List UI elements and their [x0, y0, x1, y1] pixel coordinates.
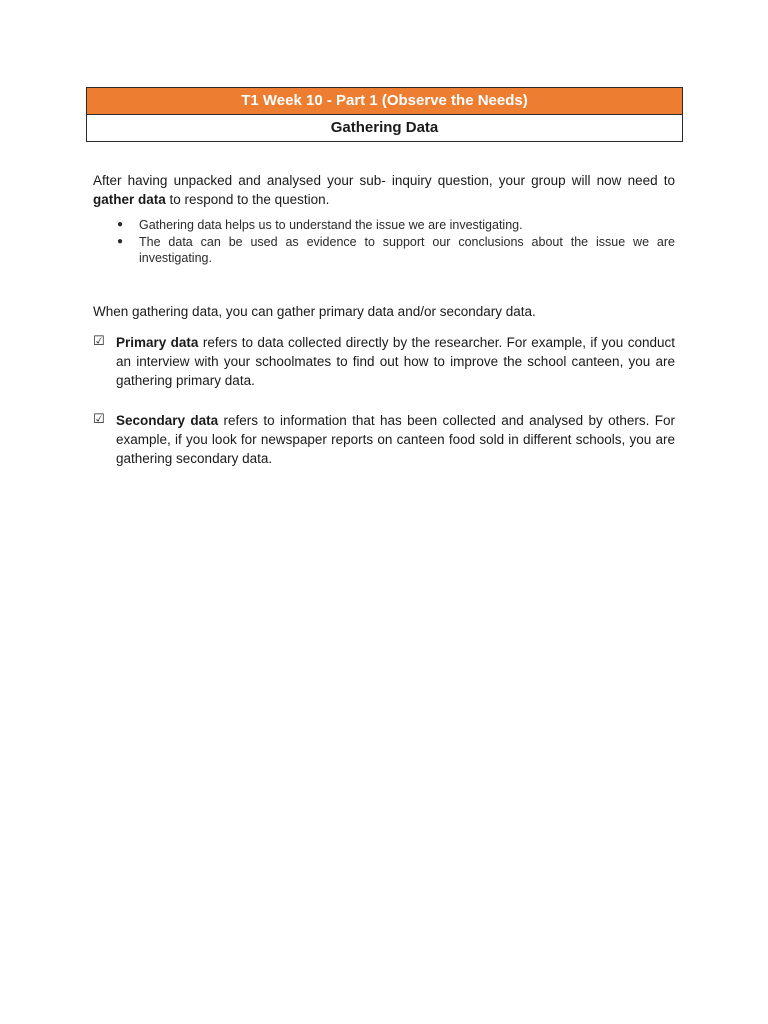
page-title: T1 Week 10 - Part 1 (Observe the Needs)	[87, 88, 682, 115]
bullet-text: The data can be used as evidence to support our conclusions about the issue we are investigating.	[139, 234, 675, 265]
checkbox-checked-icon: ☑	[93, 332, 105, 348]
document-body	[93, 171, 675, 468]
bullet-list	[93, 217, 675, 267]
secondary-data-text: refers to information that has been collected and analysed by others. For example, if you look for newspaper reports on canteen food sold in different schools, you are gathering secondary data.	[116, 412, 675, 466]
list-item	[117, 217, 675, 234]
bullet-text: Gathering data helps us to understand the issue we are investigating.	[139, 218, 523, 232]
header-table	[86, 87, 683, 142]
checkbox-checked-icon: ☑	[93, 410, 105, 426]
intro-text-start: After having unpacked and analysed your sub- inquiry question, your group will now need to	[93, 173, 675, 188]
intro-text-end: to respond to the question.	[165, 192, 330, 207]
bullet-dot-icon: ●	[117, 219, 124, 230]
intro-bold-term: gather data	[93, 192, 166, 207]
data-types-intro: When gathering data, you can gather primary data and/or secondary data.	[93, 303, 536, 319]
bullet-dot-icon: ●	[117, 235, 124, 247]
section-title: Gathering Data	[87, 115, 682, 141]
list-item	[117, 234, 675, 267]
primary-data-item	[93, 333, 675, 390]
secondary-data-term: Secondary data	[116, 412, 219, 428]
primary-data-term: Primary data	[116, 334, 199, 350]
primary-data-text: refers to data collected directly by the researcher. For example, if you conduct an interview with your schoolmates to find out how to improve the school canteen, you are gathering primary data.	[116, 334, 675, 388]
secondary-data-item	[93, 411, 675, 468]
intro-paragraph	[93, 171, 675, 209]
